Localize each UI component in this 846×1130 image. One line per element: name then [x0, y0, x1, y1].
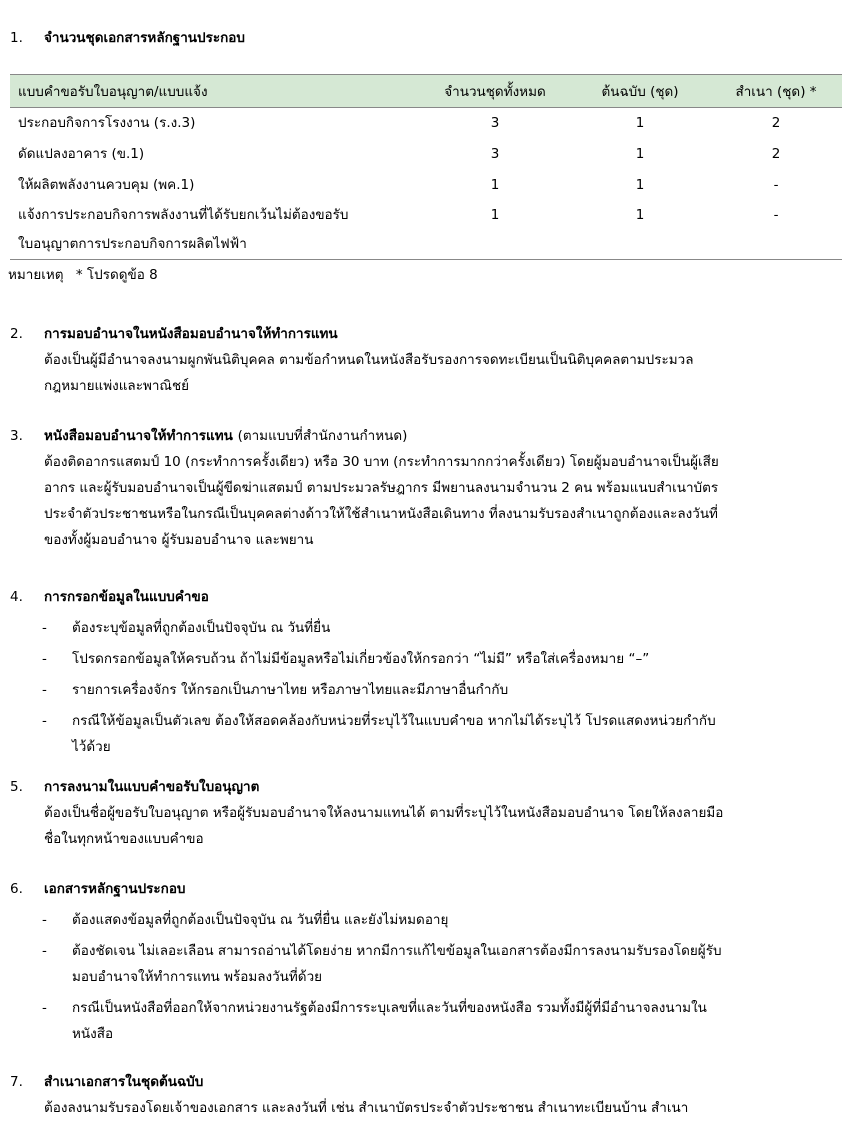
section-3	[10, 423, 842, 553]
total-cell: 3	[490, 146, 500, 162]
original-cell: 1	[635, 146, 645, 162]
body-line: ประจำตัวประชาชนหรือในกรณีเป็นบุคคลต่างด้าวให้ใช้สำเนาหนังสือเดินทาง ที่ลงนามรับรองสำเนาถูกต้องและลงวันที่	[44, 506, 718, 522]
copy-cell: 2	[771, 115, 781, 131]
section-heading	[10, 25, 842, 51]
original-cell: 1	[570, 201, 710, 260]
section-title-bold: หนังสือมอบอำนาจให้ทำการแทน	[44, 428, 233, 444]
total-cell: 1	[420, 201, 570, 260]
section-2	[10, 321, 842, 399]
copy-cell: -	[710, 201, 842, 260]
section-number: 3.	[10, 428, 23, 444]
section-number: 6.	[10, 881, 23, 897]
form-name-cell: ให้ผลิตพลังงานควบคุม (พค.1)	[18, 177, 195, 193]
section-title: การลงนามในแบบคำขอรับใบอนุญาต	[44, 779, 260, 795]
section-title: การกรอกข้อมูลในแบบคำขอ	[44, 589, 209, 605]
note-text: * โปรดดูข้อ 8	[75, 267, 158, 283]
section-7	[10, 1069, 842, 1121]
bullet-line: รายการเครื่องจักร ให้กรอกเป็นภาษาไทย หรือภาษาไทยและมีภาษาอื่นกำกับ	[72, 682, 509, 698]
section-heading	[10, 774, 842, 800]
bullet-line: หนังสือ	[72, 1026, 114, 1042]
dash-bullet: -	[42, 1000, 47, 1016]
list-item	[10, 995, 842, 1047]
documents-count-table	[10, 74, 842, 260]
form-name-line-2: ใบอนุญาตการประกอบกิจการผลิตไฟฟ้า	[18, 236, 247, 252]
section-heading	[10, 876, 842, 902]
section-number: 2.	[10, 326, 23, 342]
section-body	[44, 800, 842, 852]
section-title-suffix: (ตามแบบที่สำนักงานกำหนด)	[237, 428, 408, 444]
section-body	[44, 347, 842, 399]
table-row	[10, 108, 842, 140]
section-title: การมอบอำนาจในหนังสือมอบอำนาจให้ทำการแทน	[44, 326, 338, 342]
dash-bullet: -	[42, 912, 47, 928]
section-number: 1.	[10, 30, 23, 46]
body-line: ชื่อในทุกหน้าของแบบคำขอ	[44, 831, 204, 847]
section-5	[10, 774, 842, 852]
body-line: ต้องเป็นชื่อผู้ขอรับใบอนุญาต หรือผู้รับมอบอำนาจให้ลงนามแทนได้ ตามที่ระบุไว้ในหนังสือมอบอำนาจ โดยให้ลงลายมือ	[44, 805, 724, 821]
original-cell: 1	[635, 177, 645, 193]
section-number: 7.	[10, 1074, 23, 1090]
body-line: ต้องลงนามรับรองโดยเจ้าของเอกสาร และลงวันที่ เช่น สำเนาบัตรประจำตัวประชาชน สำเนาทะเบียนบ้าน สำเนา	[44, 1100, 689, 1116]
section-number: 5.	[10, 779, 23, 795]
bullet-line: กรณีให้ข้อมูลเป็นตัวเลข ต้องให้สอดคล้องกับหน่วยที่ระบุไว้ในแบบคำขอ หากไม่ได้ระบุไว้ โปรดแสดงหน่วยกำกับ	[72, 713, 716, 729]
bullet-line: โปรดกรอกข้อมูลให้ครบถ้วน ถ้าไม่มีข้อมูลหรือไม่เกี่ยวข้องให้กรอกว่า “ไม่มี” หรือใส่เครื่องหมาย “–”	[72, 651, 650, 667]
body-line: กฎหมายแพ่งและพาณิชย์	[44, 378, 190, 394]
column-header-copy: สำเนา (ชุด) *	[710, 75, 842, 108]
section-title: เอกสารหลักฐานประกอบ	[44, 881, 186, 897]
list-item	[10, 708, 842, 760]
section-1	[10, 25, 842, 51]
list-item	[10, 938, 842, 990]
list-item	[10, 646, 842, 672]
form-name-cell: ดัดแปลงอาคาร (ข.1)	[18, 146, 145, 162]
section-heading	[10, 423, 842, 449]
section-4	[10, 584, 842, 760]
body-line: ต้องติดอากรแสตมป์ 10 (กระทำการครั้งเดียว) หรือ 30 บาท (กระทำการมากกว่าครั้งเดียว) โดยผู้มอบอำนาจเป็นผู้เสีย	[44, 454, 719, 470]
section-heading	[10, 321, 842, 347]
dash-bullet: -	[42, 713, 47, 729]
section-title	[44, 423, 407, 449]
body-line: ของทั้งผู้มอบอำนาจ ผู้รับมอบอำนาจ และพยาน	[44, 532, 314, 548]
list-item	[10, 615, 842, 641]
section-heading	[10, 584, 842, 610]
bullet-line: ต้องแสดงข้อมูลที่ถูกต้องเป็นปัจจุบัน ณ วันที่ยื่น และยังไม่หมดอายุ	[72, 912, 449, 928]
column-header-total: จำนวนชุดทั้งหมด	[420, 75, 570, 108]
bullet-line: ไว้ด้วย	[72, 739, 111, 755]
table-header-row	[10, 75, 842, 108]
bullet-line: ต้องระบุข้อมูลที่ถูกต้องเป็นปัจจุบัน ณ วันที่ยื่น	[72, 620, 331, 636]
column-header-form: แบบคำขอรับใบอนุญาต/แบบแจ้ง	[10, 75, 420, 108]
section-6	[10, 876, 842, 1047]
table-row	[10, 139, 842, 170]
total-cell: 1	[490, 177, 500, 193]
list-item	[10, 677, 842, 703]
bullet-line: ต้องชัดเจน ไม่เลอะเลือน สามารถอ่านได้โดยง่าย หากมีการแก้ไขข้อมูลในเอกสารต้องมีการลงนามรับรองโดยผู้รับ	[72, 943, 722, 959]
form-name-cell: ประกอบกิจการโรงงาน (ร.ง.3)	[18, 115, 196, 131]
section-title: สำเนาเอกสารในชุดต้นฉบับ	[44, 1074, 204, 1090]
copy-cell: 2	[771, 146, 781, 162]
section-body	[44, 449, 842, 553]
form-name-cell	[10, 201, 420, 260]
section-number: 4.	[10, 589, 23, 605]
dash-bullet: -	[42, 682, 47, 698]
table-row	[10, 170, 842, 201]
original-cell: 1	[635, 115, 645, 131]
body-line: อากร และผู้รับมอบอำนาจเป็นผู้ขีดฆ่าแสตมป์ ตามประมวลรัษฎากร มีพยานลงนามจำนวน 2 คน พร้อมแนบสำเนาบัตร	[44, 480, 719, 496]
copy-cell: -	[773, 177, 779, 193]
list-item	[10, 907, 842, 933]
section-body	[44, 1095, 842, 1121]
body-line: ต้องเป็นผู้มีอำนาจลงนามผูกพันนิติบุคคล ตามข้อกำหนดในหนังสือรับรองการจดทะเบียนเป็นนิติบุคคลตามประมวล	[44, 352, 694, 368]
section-title: จำนวนชุดเอกสารหลักฐานประกอบ	[44, 30, 245, 46]
total-cell: 3	[490, 115, 500, 131]
section-heading	[10, 1069, 842, 1095]
dash-bullet: -	[42, 651, 47, 667]
column-header-original: ต้นฉบับ (ชุด)	[570, 75, 710, 108]
dash-bullet: -	[42, 620, 47, 636]
table-note	[8, 262, 158, 288]
form-name-line-1: แจ้งการประกอบกิจการพลังงานที่ได้รับยกเว้นไม่ต้องขอรับ	[18, 207, 349, 223]
note-label: หมายเหตุ	[8, 267, 64, 283]
bullet-line: มอบอำนาจให้ทำการแทน พร้อมลงวันที่ด้วย	[72, 969, 323, 985]
table-row	[10, 201, 842, 260]
dash-bullet: -	[42, 943, 47, 959]
bullet-line: กรณีเป็นหนังสือที่ออกให้จากหน่วยงานรัฐต้องมีการระบุเลขที่และวันที่ของหนังสือ รวมทั้งมีผู้ที่มีอำนาจลงนามใน	[72, 1000, 707, 1016]
